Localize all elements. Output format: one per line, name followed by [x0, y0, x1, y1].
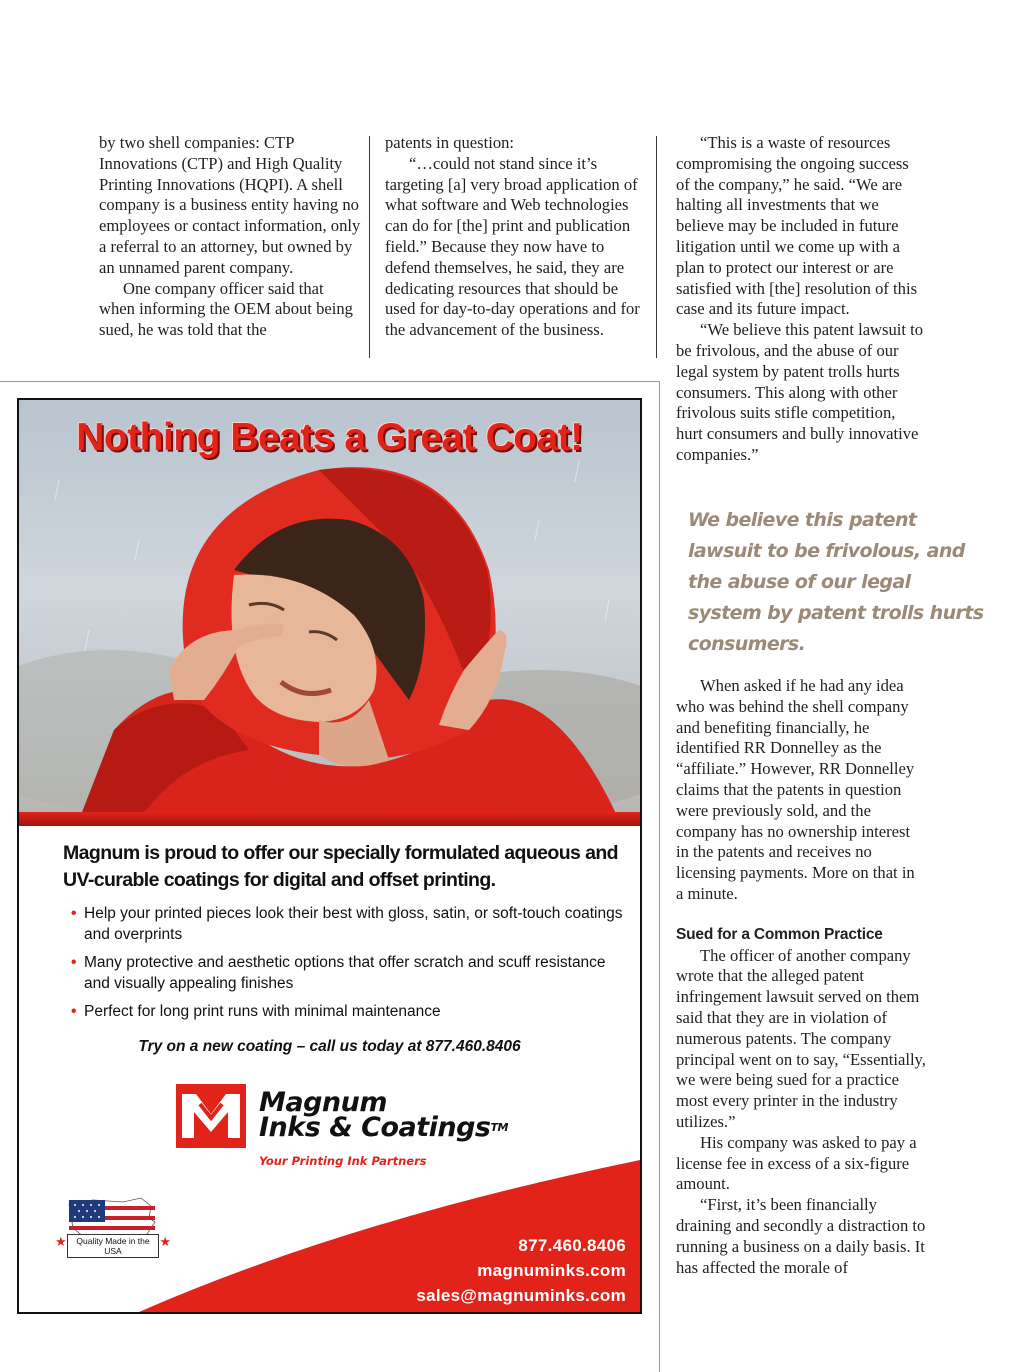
list-item [71, 952, 631, 994]
ad-bullet-list [71, 903, 631, 1029]
article-column-1 [99, 133, 361, 341]
ad-website: magnuminks.com [477, 1261, 626, 1280]
ad-lead-text: Magnum is proud to offer our specially formulated aqueous and UV-curable coatings for digital and offset printing. [63, 842, 618, 891]
woman-in-raincoat-illustration [19, 400, 640, 820]
logo-wordmark [259, 1087, 508, 1143]
logo-line-1: Magnum [259, 1087, 387, 1118]
bullet-icon: • [71, 905, 77, 922]
paragraph: The officer of another company wrote that the alleged patent infringement lawsuit served on them said that they are in violation of numerous patents. The company principal went on to say, “Essentially, we were being sued for a practice most every printer in the industry utilizes.” [676, 945, 926, 1131]
paragraph: by two shell companies: CTP Innovations (CTP) and High Quality Printing Innovations (HQPI). A shell company is a business entity having no employees or contact information, only a referral to an attorney, but owned by an unnamed parent company. [99, 133, 361, 277]
paragraph: “First, it’s been financially draining and secondly a distraction to running a business on a daily basis. It has affected the morale of [676, 1195, 926, 1277]
logo-tagline: Your Printing Ink Partners [259, 1154, 427, 1168]
bullet-text: Many protective and aesthetic options that offer scratch and scuff resistance and visually appealing finishes [84, 954, 606, 992]
star-icon: ★ [159, 1234, 171, 1249]
ad-phone: 877.460.8406 [518, 1236, 626, 1255]
paragraph: “We believe this patent lawsuit to be frivolous, and the abuse of our legal system by patent trolls hurts consumers. This along with other frivolous suits stifle competition, hurt consumers and bully innovative companies.” [676, 320, 924, 464]
article-column-3-top [676, 133, 926, 466]
section-subhead: Sued for a Common Practice [676, 925, 883, 943]
paragraph: One company officer said that when informing the OEM about being sued, he was told that the [99, 278, 353, 340]
pull-quote: We believe this patent lawsuit to be frivolous, and the abuse of our legal system by patent trolls hurts consumers. [688, 509, 984, 655]
article-column-3-bottom [676, 676, 926, 1278]
paragraph: “…could not stand since it’s targeting [a] very broad application of what software and Web technologies can do for [the] print and publication field.” Because they now have to defend themselves, he said, they are dedicating resources that should be used for day-to-day operations and for the advancement of the business. [385, 153, 640, 340]
bullet-icon: • [71, 954, 77, 971]
list-item [71, 903, 631, 945]
bullet-text: Help your printed pieces look their best with gloss, satin, or soft-touch coatings and overprints [84, 905, 623, 943]
magnum-advertisement [17, 398, 642, 1314]
ad-photo-woman-red-coat [19, 400, 640, 820]
list-item [71, 1001, 631, 1022]
magnum-logo-icon [176, 1084, 246, 1148]
star-icon: ★ [55, 1234, 67, 1249]
bullet-text: Perfect for long print runs with minimal maintenance [84, 1003, 441, 1020]
trademark: TM [490, 1121, 508, 1134]
column-divider [369, 136, 370, 358]
article-column-2 [385, 133, 647, 341]
ad-email: sales@magnuminks.com [416, 1286, 626, 1305]
paragraph: When asked if he had any idea who was behind the shell company and benefiting financially, he identified RR Donnelley as the “affiliate.” However, RR Donnelley claims that the patents in question were previously sold, and the company has no ownership interest in the patents and receives no licensing payments. More on that in a minute. [676, 676, 915, 903]
logo-line-2: Inks & Coatings [259, 1112, 491, 1143]
paragraph: His company was asked to pay a license fee in excess of a six-figure amount. [676, 1132, 917, 1194]
badge-text: Quality Made in the USA [76, 1236, 150, 1256]
ad-frame-rule [0, 381, 660, 382]
ad-frame-rule [659, 381, 660, 1372]
bullet-icon: • [71, 1003, 77, 1020]
ad-headline: Nothing Beats a Great Coat! [76, 416, 583, 459]
quality-made-badge [55, 1234, 171, 1258]
ad-call-to-action: Try on a new coating – call us today at 877.460.8406 [138, 1038, 521, 1055]
red-divider-bar [19, 812, 640, 826]
paragraph: patents in question: [385, 133, 515, 152]
paragraph: “This is a waste of resources compromising the ongoing success of the company,” he said. “We are halting all investments that we believe may be included in future litigation until we come up with a plan to protect our interest or are satisfied with [the] resolution of this case and its future impact. [676, 133, 918, 319]
column-divider [656, 136, 657, 358]
